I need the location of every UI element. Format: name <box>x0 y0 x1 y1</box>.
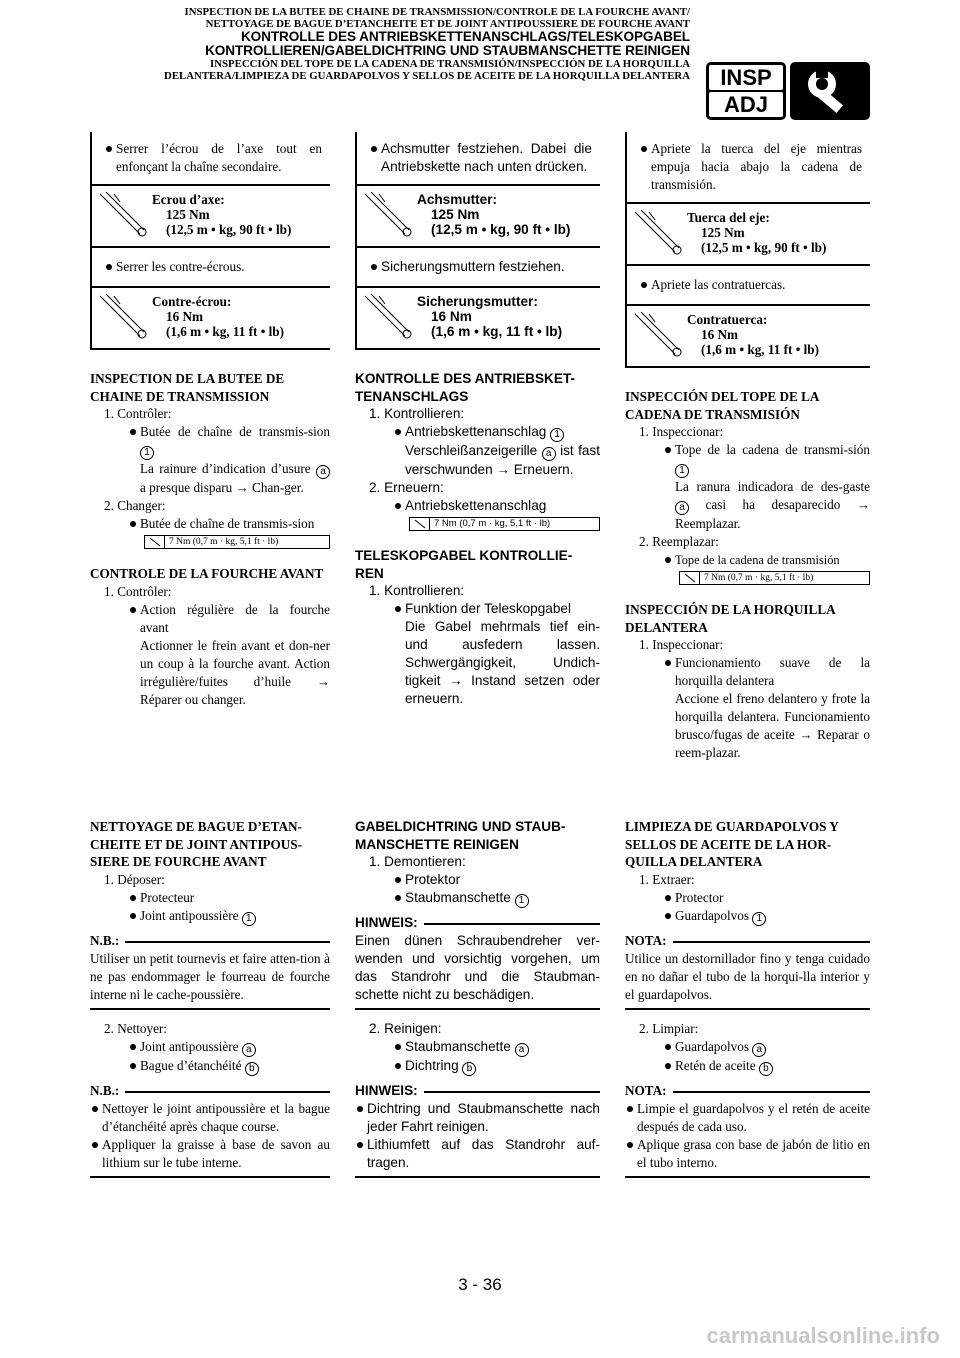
header-line: INSPECCIÓN DEL TOPE DE LA CADENA DE TRANSMISIÓN/INSPECCIÓN DE LA HORQUILLA <box>210 58 690 70</box>
callout-marker: 1 <box>140 446 154 460</box>
header-line: KONTROLLE DES ANTRIEBSKETTENANSCHLAGS/TELESKOPGABEL <box>240 29 690 44</box>
column-french-bottom <box>90 818 330 1178</box>
list-item: Funcionamiento suave de la horquilla delantera <box>663 654 870 690</box>
step-text: Die Gabel mehrmals tief ein- und ausfedern lassen. Schwergängigkeit, Undich-tigkeit → Instand setzen oder erneuern. <box>405 619 600 706</box>
step: 1. Contrôler: <box>104 583 172 599</box>
section-header <box>164 6 690 82</box>
torque-box <box>625 202 870 266</box>
header-line: INSPECTION DE LA BUTEE DE CHAINE DE TRANSMISSION/CONTROLE DE LA FOURCHE AVANT/ <box>184 6 690 18</box>
step: 1. Inspeccionar: <box>639 424 724 439</box>
list-item: Serrer l’écrou de l’axe tout en enfonçant la chaîne secondaire. <box>104 140 322 176</box>
step: 1. Contrôler: <box>104 406 172 421</box>
column-spanish-bottom <box>625 818 870 1178</box>
section-heading: INSPECCIÓN DEL TOPE DE LA CADENA DE TRANSMISIÓN <box>625 389 819 422</box>
note-text: Utilice un destornillador fino y tenga cuidado en no dañar el tubo de la horqui-lla interior y el guardapolvos. <box>625 950 870 1010</box>
list-item: Antriebskettenanschlag <box>405 424 547 439</box>
torque-conversion: (1,6 m • kg, 11 ft • lb) <box>701 342 820 357</box>
torque-spec-text: 7 Nm (0,7 m · kg, 5,1 ft · lb) <box>169 537 279 547</box>
torque-value: 16 Nm <box>166 309 203 324</box>
list-item: Staubmanschette <box>405 890 511 905</box>
section-heading: INSPECTION DE LA BUTEE DE CHAINE DE TRANSMISSION <box>90 371 285 404</box>
torque-box <box>355 286 600 350</box>
list-item: Guardapolvos <box>675 1038 749 1054</box>
column-french <box>90 132 330 709</box>
torque-spec-text: 7 Nm (0,7 m · kg, 5,1 ft · lb) <box>704 573 814 583</box>
callout-marker: b <box>759 1062 773 1076</box>
note-text: Aplique grasa con base de jabón de litio en el tubo interno. <box>625 1136 870 1172</box>
callout-marker: b <box>245 1062 259 1076</box>
step: 1. Extraer: <box>639 871 695 887</box>
note-label: HINWEIS: <box>355 915 418 930</box>
list-item: Apriete la tuerca del eje mientras empuja hacia abajo la cadena de transmisión. <box>639 140 862 194</box>
torque-value: 16 Nm <box>431 309 472 324</box>
callout-marker: 1 <box>675 464 689 478</box>
list-item: Achsmutter festziehen. Dabei die Antriebskette nach unten drücken. <box>369 140 592 176</box>
note-label: N.B.: <box>90 1082 120 1098</box>
callout-marker: a <box>752 1043 766 1057</box>
column-german <box>355 132 600 708</box>
note-text: Appliquer la graisse à base de savon au lithium sur le tube interne. <box>90 1136 330 1172</box>
step: 2. Reinigen: <box>369 1021 442 1036</box>
step: 1. Kontrollieren: <box>369 583 465 598</box>
torque-wrench-icon <box>92 288 152 348</box>
section-heading: GABELDICHTRING UND STAUB-MANSCHETTE REINIGEN <box>355 819 566 852</box>
badge-top: INSP <box>709 65 783 90</box>
header-line: NETTOYAGE DE BAGUE D’ETANCHEITE ET DE JOINT ANTIPOUSSIERE DE FOURCHE AVANT <box>205 18 690 30</box>
step: 1. Déposer: <box>104 871 165 887</box>
torque-value: 125 Nm <box>166 207 210 222</box>
torque-name: Contratuerca: <box>687 312 768 327</box>
torque-wrench-icon <box>627 306 687 366</box>
torque-wrench-icon <box>680 572 700 584</box>
torque-name: Tuerca del eje: <box>687 210 770 225</box>
torque-conversion: (1,6 m • kg, 11 ft • lb) <box>166 324 285 339</box>
torque-wrench-icon <box>627 204 687 264</box>
step-text: La ranura indicadora de des-gaste <box>675 479 870 494</box>
list-item: Retén de aceite <box>675 1057 756 1073</box>
wrench-icon <box>790 62 870 120</box>
note-text: Nettoyer le joint antipoussière et la bague d’étanchéité après chaque course. <box>90 1100 330 1136</box>
step: 2. Changer: <box>104 498 166 513</box>
torque-box <box>90 184 330 248</box>
step-text: Accione el freno delantero y frote la horquilla delantera. Funcionamiento brusco/fugas de aceite → Reparar o reem-plazar. <box>675 691 870 760</box>
step-text: casi ha desaparecido → Reemplazar. <box>675 497 871 531</box>
list-item: Joint antipoussière <box>140 1038 239 1054</box>
list-item: Staubmanschette <box>405 1039 511 1054</box>
callout-marker: a <box>316 465 330 479</box>
list-item: Apriete las contratuercas. <box>639 276 862 294</box>
step: 2. Reemplazar: <box>639 534 719 549</box>
torque-conversion: (12,5 m • kg, 90 ft • lb) <box>701 240 827 255</box>
torque-value: 125 Nm <box>701 225 745 240</box>
note-text: Dichtring und Staubmanschette nach jeder Fahrt reinigen. <box>355 1100 600 1136</box>
insp-adj-badge <box>706 62 786 120</box>
note-text: Einen dünen Schraubendreher ver-wenden und vorsichtig vorgehen, um das Standrohr und die Staubman-schette nicht zu beschädigen. <box>355 932 600 1010</box>
section-heading: INSPECCIÓN DE LA HORQUILLA DELANTERA <box>625 602 835 635</box>
badge-bottom: ADJ <box>709 92 783 117</box>
torque-spec <box>679 571 870 585</box>
list-item: Protektor <box>393 871 600 889</box>
note-text: Limpie el guardapolvos y el retén de aceite después de cada uso. <box>625 1100 870 1136</box>
callout-marker: a <box>675 501 689 515</box>
header-line: DELANTERA/LIMPIEZA DE GUARDAPOLVOS Y SELLOS DE ACEITE DE LA HORQUILLA DELANTERA <box>164 70 690 82</box>
list-item: Bague d’étanchéité <box>140 1057 242 1073</box>
callout-marker: 1 <box>550 428 564 442</box>
step: 2. Limpiar: <box>639 1020 699 1036</box>
torque-conversion: (12,5 m • kg, 90 ft • lb) <box>166 222 292 237</box>
column-spanish <box>625 132 870 762</box>
list-item: Tope de la cadena de transmi-sión <box>675 442 870 457</box>
callout-marker: a <box>242 1043 256 1057</box>
callout-marker: a <box>542 447 556 461</box>
callout-marker: b <box>462 1062 476 1076</box>
list-item: Butée de chaîne de transmis-sion <box>128 515 330 533</box>
torque-value: 16 Nm <box>701 327 738 342</box>
note-text: Utiliser un petit tournevis et faire atten-tion à ne pas endommager le fourreau de fourche interne ni le cache-poussière. <box>90 950 330 1010</box>
section-heading: TELESKOPGABEL KONTROLLIE-REN <box>355 548 573 581</box>
note-text: Lithiumfett auf das Standrohr auf-tragen. <box>355 1136 600 1172</box>
torque-name: Contre-écrou: <box>152 294 232 309</box>
callout-marker: 1 <box>515 894 529 908</box>
step-text: ist fast verschwunden → Erneuern. <box>405 443 600 477</box>
note-label: NOTA: <box>625 932 667 948</box>
torque-conversion: (1,6 m • kg, 11 ft • lb) <box>431 324 563 339</box>
list-item: Dichtring <box>405 1058 459 1073</box>
list-item: Sicherungsmuttern festziehen. <box>369 258 592 276</box>
page-number: 3 - 36 <box>458 1275 502 1294</box>
torque-spec-text: 7 Nm (0,7 m · kg, 5,1 ft · lb) <box>434 518 551 529</box>
torque-box <box>625 304 870 368</box>
step-text: La rainure d’indication d’usure <box>140 461 311 476</box>
note-label: HINWEIS: <box>355 1083 418 1098</box>
list-item: Action régulière de la fourche avant <box>128 601 330 637</box>
torque-conversion: (12,5 m • kg, 90 ft • lb) <box>431 222 571 237</box>
note-label: N.B.: <box>90 932 120 948</box>
torque-box <box>355 184 600 248</box>
torque-box <box>90 286 330 350</box>
list-item: Protector <box>663 889 870 907</box>
column-german-bottom <box>355 818 600 1178</box>
step-text: a presque disparu → Chan-ger. <box>140 480 304 495</box>
torque-value: 125 Nm <box>431 207 480 222</box>
header-line: KONTROLLIEREN/GABELDICHTRING UND STAUBMANSCHETTE REINIGEN <box>205 43 690 58</box>
step: 2. Erneuern: <box>369 480 444 495</box>
step-text: Verschleißanzeigerille <box>405 443 538 458</box>
callout-marker: a <box>515 1043 529 1057</box>
torque-name: Sicherungsmutter: <box>417 294 538 309</box>
list-item: Guardapolvos <box>675 907 749 923</box>
section-heading: KONTROLLE DES ANTRIEBSKET-TENANSCHLAGS <box>355 371 576 404</box>
torque-wrench-icon <box>145 536 165 548</box>
watermark: carmanualsonline.info <box>706 1323 940 1348</box>
step: 1. Kontrollieren: <box>369 406 465 421</box>
callout-marker: 1 <box>242 912 256 926</box>
list-item: Joint antipoussière <box>140 907 239 923</box>
list-item: Butée de chaîne de transmis-sion <box>140 424 330 439</box>
list-item: Serrer les contre-écrous. <box>104 258 322 276</box>
step: 1. Demontieren: <box>369 854 466 869</box>
callout-marker: 1 <box>752 912 766 926</box>
note-label: NOTA: <box>625 1082 667 1098</box>
torque-wrench-icon <box>410 518 430 530</box>
torque-wrench-icon <box>357 288 417 348</box>
torque-name: Achsmutter: <box>417 192 498 207</box>
list-item: Antriebskettenanschlag <box>393 497 600 515</box>
torque-spec <box>409 517 600 531</box>
section-heading: CONTROLE DE LA FOURCHE AVANT <box>90 566 324 581</box>
torque-wrench-icon <box>92 186 152 246</box>
step: 2. Nettoyer: <box>104 1020 167 1036</box>
list-item: Protecteur <box>128 889 330 907</box>
section-heading: NETTOYAGE DE BAGUE D’ETAN-CHEITE ET DE JOINT ANTIPOUS-SIERE DE FOURCHE AVANT <box>90 819 303 869</box>
step: 1. Inspeccionar: <box>639 637 724 652</box>
list-item: Funktion der Teleskopgabel <box>393 600 600 618</box>
torque-name: Ecrou d’axe: <box>152 192 225 207</box>
step-text: Actionner le frein avant et don-ner un coup à la fourche avant. Action irrégulière/fuites d’huile → Réparer ou changer. <box>140 637 330 707</box>
list-item: Tope de la cadena de transmisión <box>663 551 870 569</box>
torque-wrench-icon <box>357 186 417 246</box>
torque-spec <box>144 535 330 549</box>
section-heading: LIMPIEZA DE GUARDAPOLVOS Y SELLOS DE ACEITE DE LA HOR-QUILLA DELANTERA <box>625 819 839 869</box>
